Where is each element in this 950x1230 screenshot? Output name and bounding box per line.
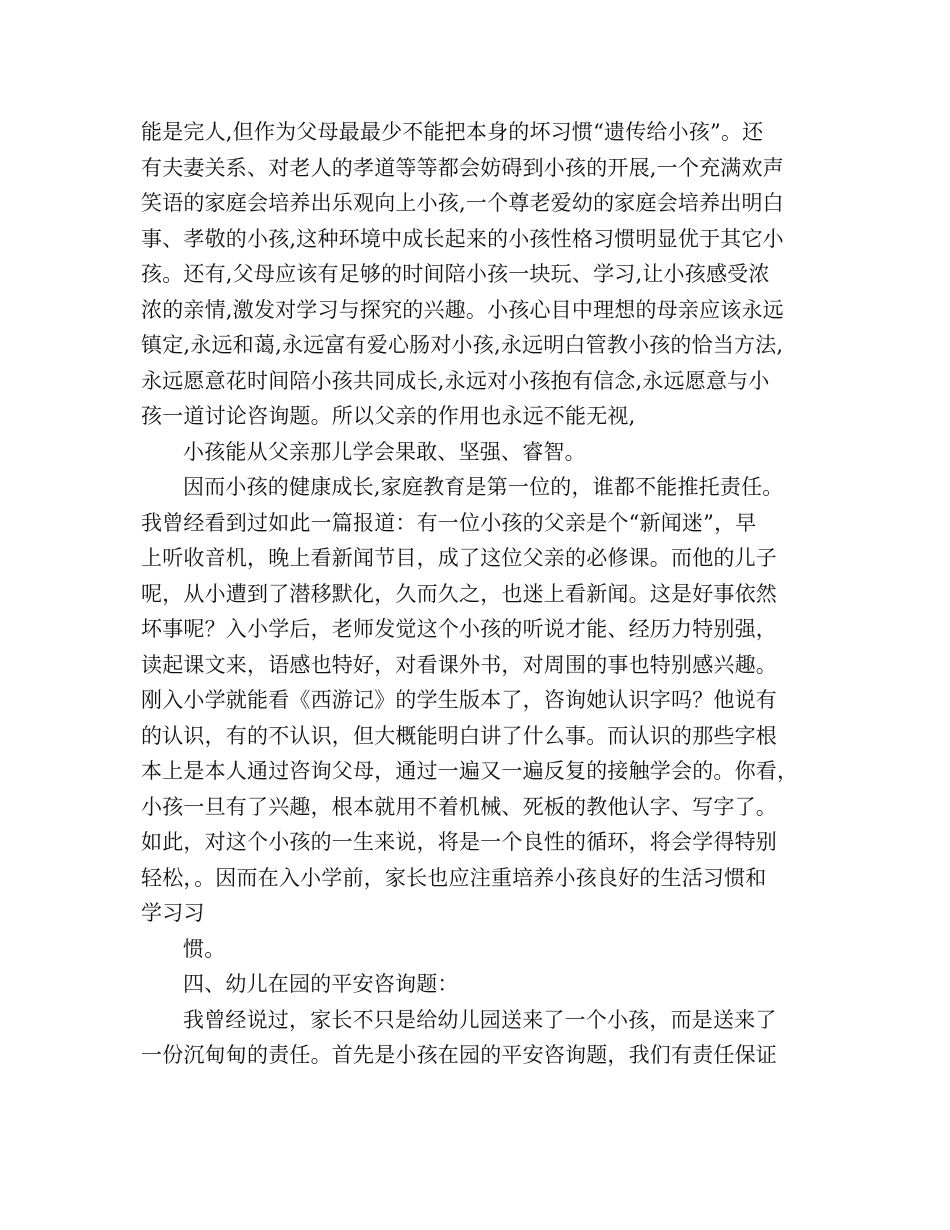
text-line: 小孩一旦有了兴趣，根本就用不着机械、死板的教他认字、写字了。: [141, 794, 777, 819]
text-line: 镇定,永远和蔼,永远富有爱心肠对小孩,永远明白管教小孩的恰当方法,: [141, 333, 784, 357]
text-line: 如此，对这个小孩的一生来说，将是一个良性的循环，将会学得特别: [141, 830, 777, 854]
text-line: 我曾经看到过如此一篇报道：有一位小孩的父亲是个“新闻迷”，早: [141, 510, 757, 535]
text-line: 轻松，。因而在入小学前，家长也应注重培养小孩良好的生活习惯和: [141, 865, 767, 890]
text-line: 有夫妻关系、对老人的孝道等等都会妨碍到小孩的开展,一个充满欢声: [141, 155, 784, 180]
text-line: 学习习: [141, 901, 205, 925]
text-line: 上听收音机，晚上看新闻节目，成了这位父亲的必修课。而他的儿子: [141, 546, 777, 570]
text-line: 一份沉甸甸的责任。首先是小孩在园的平安咨询题，我们有责任保证: [141, 1043, 777, 1067]
paragraph-start-line: 小孩能从父亲那儿学会果敢、坚强、睿智。: [183, 439, 586, 464]
text-line: 本上是本人通过咨询父母，通过一遍又一遍反复的接触学会的。你看，: [141, 759, 799, 783]
section-heading: 四、幼儿在园的平安咨询题：: [183, 972, 459, 996]
text-line: 事、孝敬的小孩,这种环境中成长起来的小孩性格习惯明显优于其它小: [141, 226, 784, 251]
text-line: 孩。还有,父母应该有足够的时间陪小孩一块玩、学习,让小孩感受浓: [141, 262, 770, 286]
text-line: 能是完人,但作为父母最最少不能把本身的坏习惯“遗传给小孩”。还: [141, 120, 764, 144]
text-line: 坏事呢？入小学后，老师发觉这个小孩的听说才能、经历力特别强，: [141, 617, 777, 641]
text-line: 读起课文来，语感也特好，对看课外书，对周围的事也特别感兴趣。: [141, 652, 777, 677]
paragraph-start-line: 因而小孩的健康成长,家庭教育是第一位的，谁都不能推托责任。: [183, 475, 784, 499]
text-line: 呢，从小遭到了潜移默化，久而久之，也迷上看新闻。这是好事依然: [141, 581, 777, 606]
text-line: 刚入小学就能看《西游记》的学生版本了，咨询她认识字吗？他说有: [141, 688, 777, 712]
text-line: 笑语的家庭会培养出乐观向上小孩,一个尊老爱幼的家庭会培养出明白: [141, 191, 784, 215]
text-line: 永远愿意花时间陪小孩共同成长,永远对小孩抱有信念,永远愿意与小: [141, 368, 770, 393]
text-line: 浓的亲情,激发对学习与探究的兴趣。小孩心目中理想的母亲应该永远: [141, 297, 784, 322]
document-body: [141, 115, 821, 1074]
text-line: 孩一道讨论咨询题。所以父亲的作用也永远不能无视,: [141, 404, 636, 428]
text-line: 的认识，有的不认识，但大概能明白讲了什么事。而认识的那些字根: [141, 723, 777, 748]
paragraph-start-line: 我曾经说过，家长不只是给幼儿园送来了一个小孩，而是送来了: [183, 1007, 777, 1032]
paragraph-start-line: 惯。: [183, 936, 226, 961]
